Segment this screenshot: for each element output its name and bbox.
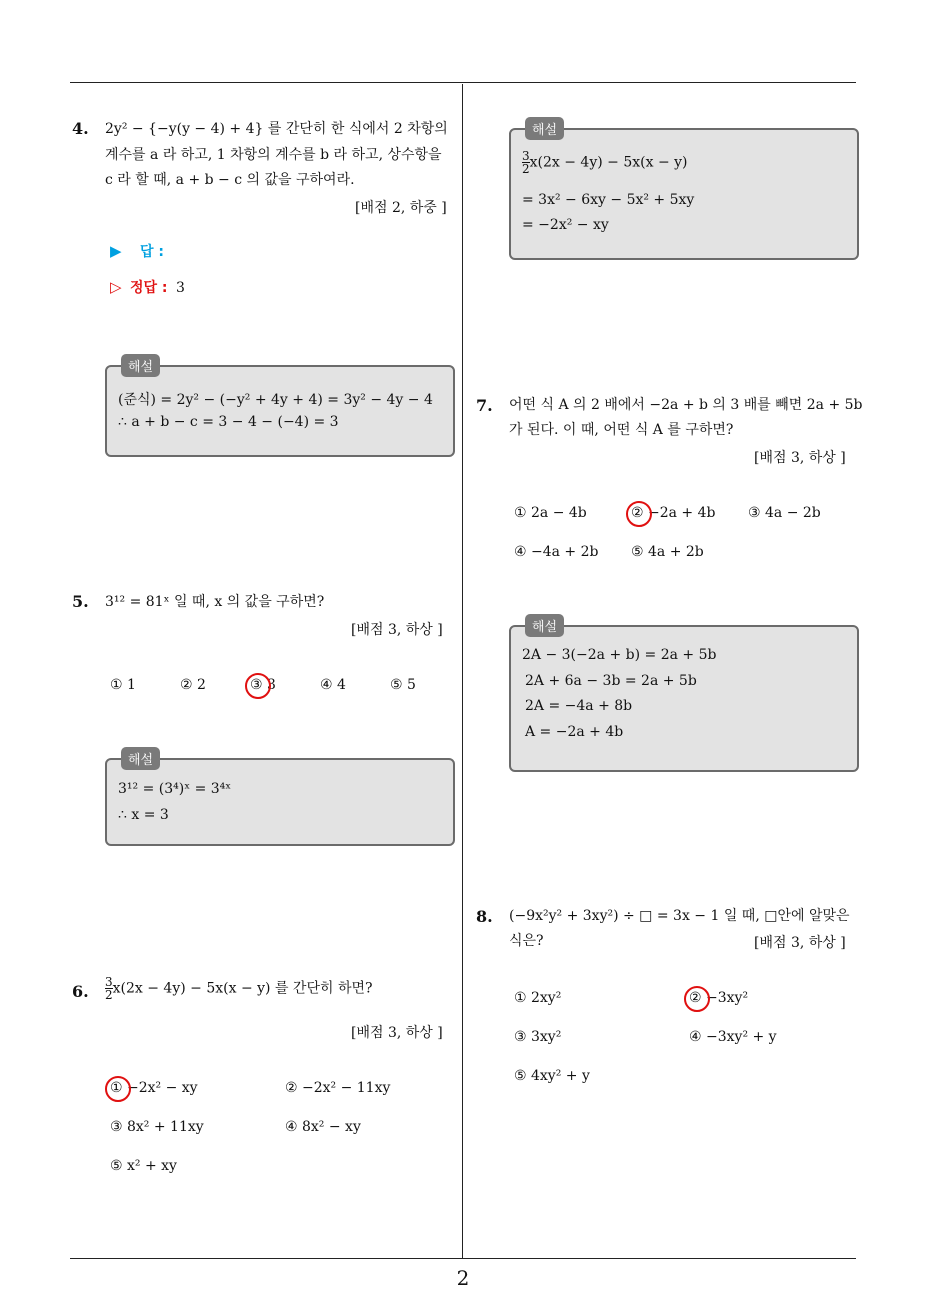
q6-frac-num: 3	[105, 975, 113, 989]
q5-score: [배점 3, 하상 ]	[351, 622, 443, 638]
q5-solution-tag: 해설	[121, 747, 160, 770]
q6-solution-tag: 해설	[525, 117, 564, 140]
q6-frac-den: 2	[105, 988, 113, 1002]
q4-line3: c 라 할 때, a + b − c 의 값을 구하여라.	[105, 172, 355, 188]
q5-option-4[interactable]: ④ 4	[320, 677, 346, 693]
q4-solution-line2: ∴ a + b − c = 3 − 4 − (−4) = 3	[118, 414, 339, 430]
q4-solution-line1: (준식) = 2y² − (−y² + 4y + 4) = 3y² − 4y − 4	[118, 392, 433, 408]
q6-number: 6.	[72, 982, 89, 1001]
q8-correct-circle	[684, 986, 710, 1012]
q6-text: x(2x − 4y) − 5x(x − y) 를 간단히 하면?	[112, 980, 373, 997]
q6-option-2[interactable]: ② −2x² − 11xy	[285, 1080, 391, 1096]
q6-option-4[interactable]: ④ 8x² − xy	[285, 1119, 361, 1135]
q5-text: 3¹² = 81ˣ 일 때, x 의 값을 구하면?	[105, 594, 325, 610]
q8-option-3[interactable]: ③ 3xy²	[514, 1029, 562, 1045]
q7-option-2[interactable]: ② −2a + 4b	[631, 505, 716, 521]
q7-correct-circle	[626, 501, 652, 527]
q4-number: 4.	[72, 119, 89, 138]
q8-number: 8.	[476, 907, 493, 926]
outline-triangle-icon: ▷	[110, 278, 122, 296]
q6-option-5[interactable]: ⑤ x² + xy	[110, 1158, 177, 1174]
q8-score: [배점 3, 하상 ]	[754, 935, 846, 951]
q5-number: 5.	[72, 592, 89, 611]
top-rule	[70, 82, 856, 83]
column-divider	[462, 84, 463, 1258]
q6-correct-circle	[105, 1076, 131, 1102]
correct-answer-value: 3	[175, 280, 185, 296]
q6-solution-frac-den: 2	[522, 162, 530, 176]
q4-line1: 2y² − {−y(y − 4) + 4} 를 간단히 한 식에서 2 차항의	[105, 121, 448, 137]
q7-line2: 가 된다. 이 때, 어떤 식 A 를 구하면?	[509, 422, 734, 438]
q6-text-row	[105, 976, 373, 1002]
q7-option-1[interactable]: ① 2a − 4b	[514, 505, 587, 521]
q6-solution-frac-num: 3	[522, 149, 530, 163]
q8-option-5[interactable]: ⑤ 4xy² + y	[514, 1068, 590, 1084]
q7-number: 7.	[476, 396, 493, 415]
q6-option-3[interactable]: ③ 8x² + 11xy	[110, 1119, 204, 1135]
q7-solution-tag: 해설	[525, 614, 564, 637]
answer-row	[110, 241, 164, 261]
bottom-rule	[70, 1258, 856, 1259]
q6-solution-line1	[522, 150, 688, 175]
q5-solution-line2: ∴ x = 3	[118, 807, 169, 823]
q7-solution-line3: 2A = −4a + 8b	[525, 698, 633, 714]
q4-line2: 계수를 a 라 하고, 1 차항의 계수를 b 라 하고, 상수항을	[105, 147, 442, 163]
q5-correct-circle	[245, 673, 271, 699]
q7-solution-line4: A = −2a + 4b	[525, 724, 624, 740]
q6-solution-fraction	[522, 150, 530, 175]
q8-option-1[interactable]: ① 2xy²	[514, 990, 562, 1006]
q6-score: [배점 3, 하상 ]	[351, 1025, 443, 1041]
q5-solution-line1: 3¹² = (3⁴)ˣ = 3⁴ˣ	[118, 781, 232, 797]
q8-option-4[interactable]: ④ −3xy² + y	[689, 1029, 777, 1045]
q8-line2: 식은?	[509, 933, 544, 949]
q6-solution-line3: = −2x² − xy	[522, 217, 609, 233]
q7-score: [배점 3, 하상 ]	[754, 450, 846, 466]
q7-option-5[interactable]: ⑤ 4a + 2b	[631, 544, 704, 560]
q4-solution-tag: 해설	[121, 354, 160, 377]
q4-solution-box	[105, 365, 455, 457]
q5-option-1[interactable]: ① 1	[110, 677, 136, 693]
answer-label: 답 :	[140, 244, 164, 260]
q7-option-3[interactable]: ③ 4a − 2b	[748, 505, 821, 521]
q5-solution-box	[105, 758, 455, 846]
q5-option-2[interactable]: ② 2	[180, 677, 206, 693]
play-icon: ▶	[110, 242, 122, 260]
q7-option-4[interactable]: ④ −4a + 2b	[514, 544, 599, 560]
q7-line1: 어떤 식 A 의 2 배에서 −2a + b 의 3 배를 빼면 2a + 5b	[509, 397, 863, 413]
q4-score: [배점 2, 하중 ]	[355, 200, 447, 216]
q8-line1: (−9x²y² + 3xy²) ÷ □ = 3x − 1 일 때, □안에 알맞은	[509, 908, 850, 924]
q6-solution-line1-text: x(2x − 4y) − 5x(x − y)	[529, 154, 688, 171]
q8-option-2[interactable]: ② −3xy²	[689, 990, 749, 1006]
page-number: 2	[456, 1266, 470, 1290]
q6-option-1[interactable]: ① −2x² − xy	[110, 1080, 198, 1096]
q7-solution-line2: 2A + 6a − 3b = 2a + 5b	[525, 673, 697, 689]
q7-solution-line1: 2A − 3(−2a + b) = 2a + 5b	[522, 647, 717, 663]
correct-answer-row	[110, 277, 185, 297]
q6-solution-line2: = 3x² − 6xy − 5x² + 5xy	[522, 192, 695, 208]
q6-fraction	[105, 976, 113, 1001]
q5-option-5[interactable]: ⑤ 5	[390, 677, 416, 693]
q5-option-3[interactable]: ③ 3	[250, 677, 276, 693]
correct-answer-label: 정답 :	[130, 280, 168, 296]
